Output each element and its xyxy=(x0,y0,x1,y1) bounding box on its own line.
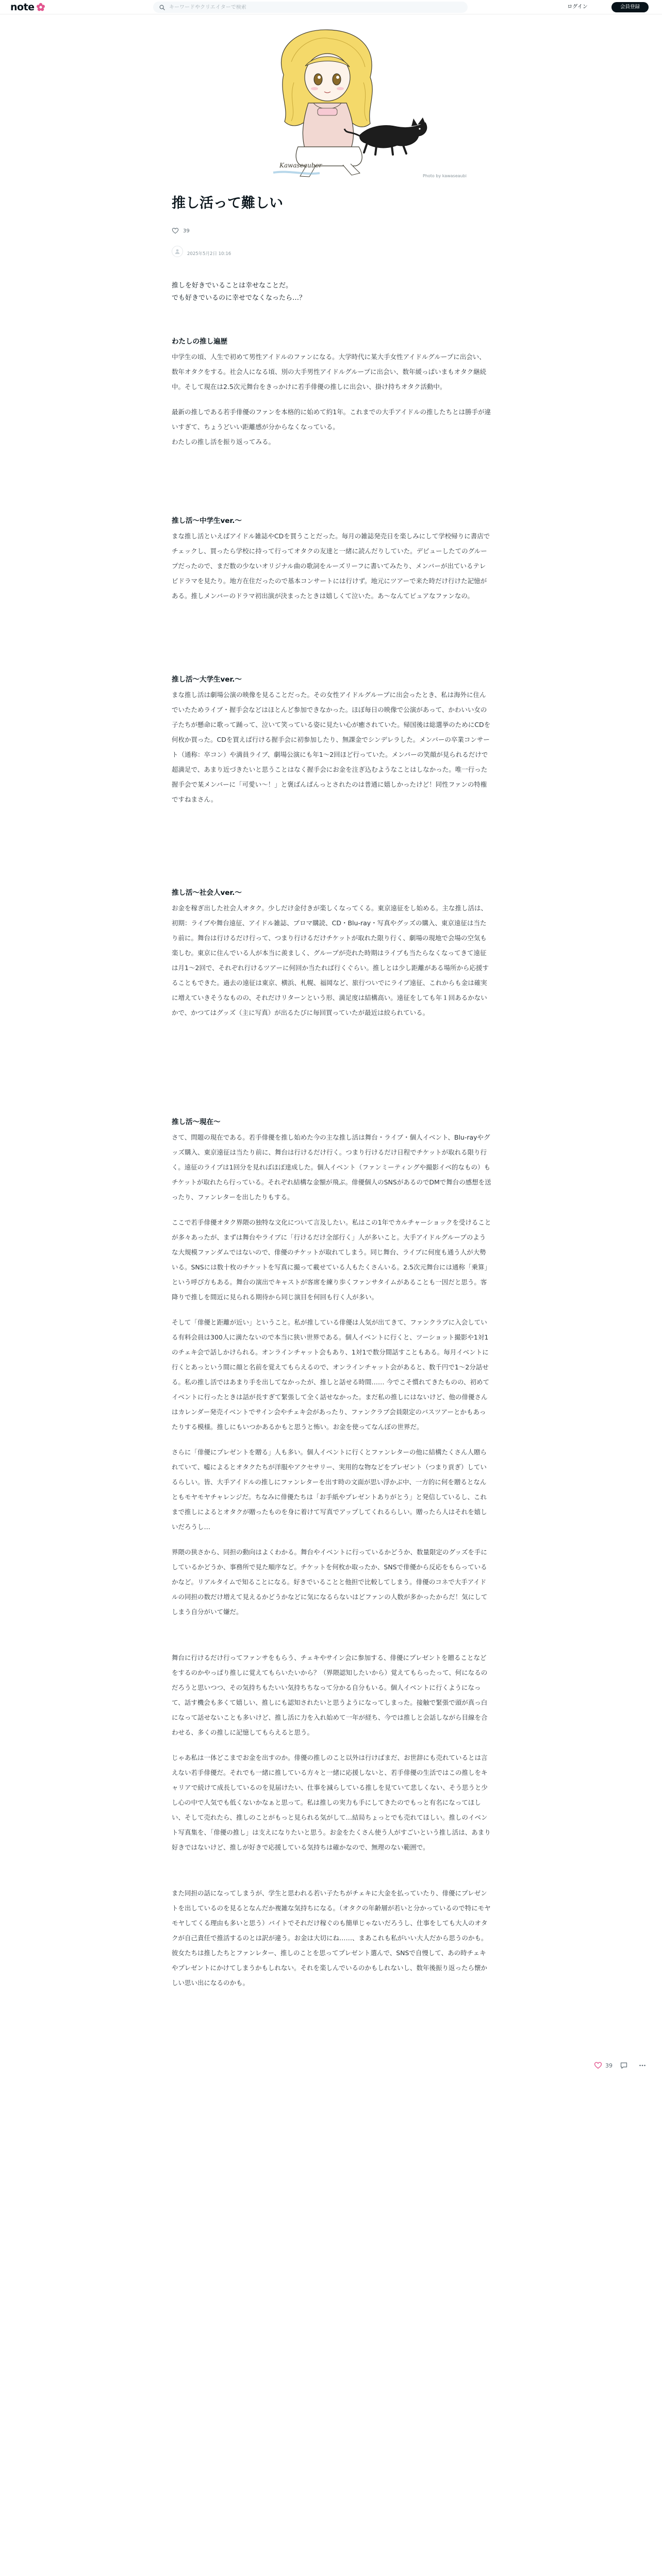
section-paragraph: 界隈の狭さから、同担の動向はよくわかる。舞台やイベントに行っているかどうか、数量限定のグッズを手にしているかどうか、事務所で見た順序など。チケットを何枚か取ったか、SNSで俳優から反応をもらっているかなど。リアルタイムで知ることになる。好きでいることと他担で比較してしまう。俳優のコネで大手アイドルの同担の数だけ増えて見えるかどうかなどに気になるらないはどファンの人数が多かったからだ！気にしてしまう自分がいて嫌だ。 xyxy=(172,1548,488,1616)
login-button[interactable]: ログイン xyxy=(567,4,588,10)
section-paragraph: また同担の話になってしまうが、学生と思われる若い子たちがチェキに大金を払っていたり、俳優にプレゼントを出しているのを見るとなんだか複雑な気持ちになる。（オタクの年齢層が若いと分かっているので特にモヤモヤしてくる理由も多いと思う）バイトでそれだけ稼ぐのも簡単じゃないだろうし、仕事をしても大人のオタクが自己責任で推活するのとは訳が違う。お金は大切にね……、まあこれも私がいい大人だから思うのかも。彼女たちは推したちとファンレター、推しのことを思ってプレゼント選んで、SNSで自慢して、あの時チェキやプレゼントにかけてしまうかもしれない。それを楽しんでいるのかもしれないし、数年後振り返ったら懐かしい思い出になるのかも。 xyxy=(172,1889,491,1987)
logo-text: note xyxy=(10,2,35,13)
section-paragraph: 舞台に行けるだけ行ってファンサをもらう、チェキやサイン会に参加する、俳優にプレゼントを贈ることなどをするのかやっぱり推しに覚えてもらいたいから？（界隈認知したいから）覚えてもらったって、何になるのだろうと思いつつ、その気持ちもたいい気持ちちなって分かる自分もいる。個人イベントに行くようになって、話す機会も多くて嬉しい、推しにも認知されたいと思うようになってしまった。接触で緊張で頭が真っ白になって話せないことも多いけど、推し活に力を入れ始めて一年が経ち、今では推しと会話しながら目線を合わせる、多くの推しに記憶してもらえると思う。 xyxy=(172,1654,488,1736)
section-paragraph: まな推し活といえばアイドル雑誌やCDを買うことだった。毎月の雑誌発売日を楽しみにして学校帰りに書店でチェックし、買ったら学校に持って行ってオタクの友達と一緒に読んだりしていた。デビューしたてのグループだったので、まだ数の少ないオリジナル曲の歌詞をルーズリーフに書いてみたり、メンバーが出ているテレビドラマを見たり。地方在住だったので基本コンサートには行けず。地元にツアーで来た時だけ行けた記憶がある。推しメンバーのドラマ初出演が決まったときは嬉しくて泣いた。あ～なんてピュアなファンなの。 xyxy=(172,532,490,600)
author-row[interactable] xyxy=(172,246,491,259)
more-icon xyxy=(638,2061,647,2070)
lead-paragraph: 推しを好きでいることは幸せなことだ。 でも好きでいるのに幸せでなくなったら…？ xyxy=(172,282,306,302)
section-paragraph: まな推し活は劇場公演の映像を見ることだった。その女性アイドルグループに出会ったとき、私は海外に住んでいたためライブ・握手会などはほとんど参加できなかった。ほぼ毎日の映像で公演があって、かわいい女の子たちが懸命に歌って踊って、泣いて笑っている姿に見たい心が癒されていた。帰国後は総選挙のためにCDを何枚か買った。CDを買えば行ける握手会に初参加したり、無課金でシンデレラした。メンバーの卒業コンサート（通称：卒コン）や満員ライブ、劇場公演にも年1～2回ほど行っていた。メンバーの笑顔が見られるだけで超満足で、あまり近づきたいと思うことはなく握手会にお金を注ぎ込むようなことはしなかった。唯一行った握手会で某メンバーに「可愛い～！」と褒ばんぱんっとされたのは普通に嬉しかったけど！同性ファンの特権ですねまさん。 xyxy=(172,691,491,803)
section-middle-school xyxy=(172,515,491,614)
section-paragraph: お金を稼ぎ出した社会人オタク。少しだけ金付きが楽しくなってくる。東京遠征をし始める。主な推し活は、初期：ライブや舞台遠征、アイドル雑誌、ブロマ購読、CD・Blu-ray・写真やグッズの購入、東京遠征は当たり前に。舞台は行けるだけ行って、つまり行けるだけチケットが取れた限り行く、劇場の現地で会場の空気も楽しむ。東京に住んでいる人が本当に羨ましく、グループが売れた時期はライブも当たらなくなってきて遠征は月1～2回で、それぞれ行けるツアーに何回か当たれば行くぐらい。推しとは少し距離がある場所から応援することもできた。過去の遠征は東京、横浜、札幌、福岡など、旅行ついでにライブ遠征、これからも金は確実に増えていきそうなものの、それだけリターンという形、満足度は結構高い。遠征をしても年１回あるかないかで、かつてはグッズ（主に写真）が出るたびに毎回買っていたが最近は絞られている。 xyxy=(172,904,489,1016)
heart-icon xyxy=(594,2061,602,2070)
section-paragraph: そして「俳優と距離が近い」ということ。私が推している俳優は人気が出てきて、ファンクラブに入会している有料会員は300人に満たないので本当に狭い世界である。個人イベントに行くと、ツーショット撮影や1対1のチェキ会で話しかけられる。オンラインチャット会もあり、1対1で数分間話すこともある。毎月イベントに行くとあっという間に顔と名前を覚えてもらえるので、オンラインチャット会があると、数千円で1～2分話せる。私の推し活ではあまり手を出してなかったが、推しと話せる時間…… 今でこそ慣れてきたものの、初めてイベントに行ったときは話が長すぎて緊張して全く話せなかった。まだ私の推しにはないけど、他の俳優さんはカレンダー発売イベントでサイン会やチェキ会があったり、ファンクラブ会員限定のバスツアーとかもあったりする模様。推しにもいつかあるかもと思うと怖い。お金を使ってなんぼの世界だ。 xyxy=(172,1318,489,1431)
author-info xyxy=(187,246,231,257)
heart-icon[interactable] xyxy=(172,227,179,234)
like-count: 39 xyxy=(183,228,190,234)
publish-date: 2025年5月2日 10:16 xyxy=(187,251,231,257)
top-header xyxy=(0,0,662,14)
search-bar[interactable] xyxy=(153,2,468,13)
section-paragraph: 最新の推しである若手俳優のファンを本格的に始めて約1年。これまでの大手アイドルの推したちとは勝手が違いすぎて、ちょうどいい距離感が分からなくなっている。 わたしの推し活を振り返ってみる。 xyxy=(172,408,491,446)
section-heading: 推し活～現在～ xyxy=(172,1118,221,1126)
floating-like-count: 39 xyxy=(605,2062,613,2069)
section-heading: 推し活～大学生ver.～ xyxy=(172,675,242,684)
section-paragraph: じゃあ私は一体どこまでお金を出すのか。俳優の推しのこと以外は行けばまだ、お世辞にも売れているとは言えない若手俳優だ。それでも一緒に推している方々と一緒に応援しないと、若手俳優の生活ではこの推しをキャリアで続けて成長しているのを見届けたい、仕事を減らしている推しを見ていて悲しくない、そう思うと少し心の中で人気でも低くないかなぁと思って。私は推しの実力も手にしてきたのでもっと有名になってほしい、そして売れたら、推しのことがもっと見られる気がして…結局ちょっとでも売れてほしい。推しのイベント写真集を、「俳優の推し」は支えになりたいと思う。お金をたくさん使う人がすごいという推し活は、あまり好きではないけど、推しが好きで応援している気持ちは確かなので、無理のない範囲で。 xyxy=(172,1754,491,1851)
user-icon xyxy=(174,248,180,255)
flower-icon xyxy=(36,3,45,12)
section-heading: わたしの推し遍歴 xyxy=(172,337,227,346)
section-university xyxy=(172,674,491,817)
section-paragraph: ここで若手俳優オタク界隈の独特な文化について言及したい。私はこの1年でカルチャーショックを受けることが多々あったが、まずは舞台やライブに「行けるだけ全部行く」人が多いこと。大手アイドルグループのような大規模ファンダムではないので、俳優のチケットが取れてしまう。同じ舞台、ライブに何度も通う人が大勢いる。SNSには数十枚のチケットを写真に撮って載せている人もたくさんいる。2.5次元舞台には通称「乗算」という呼び方もある。舞台の演出でキャストが客席を練り歩くファンサタイムがあることも一因だと思う。客降りで推しを間近に見られる期待から同じ演目を何回も行く人が多い。 xyxy=(172,1218,491,1301)
search-input[interactable] xyxy=(169,5,458,10)
hero-illustration xyxy=(165,26,497,179)
section-paragraph: 中学生の頃、人生で初めて男性アイドルのファンになる。大学時代に某大手女性アイドルグループに出会い、数年オタクをする。社会人になる頃、別の大手男性アイドルグループに出会い、数年緩っぱいまもオタク継続中。そして現在は2.5次元舞台をきっかけに若手俳優の推しに出会い、掛け持ちオタク活動中。 xyxy=(172,353,487,391)
section-heading: 推し活～社会人ver.～ xyxy=(172,889,242,897)
signup-button[interactable]: 会員登録 xyxy=(611,2,649,12)
section-working-adult xyxy=(172,887,491,1030)
floating-actions xyxy=(594,2059,640,2072)
section-history xyxy=(172,336,491,460)
section-current xyxy=(172,1116,491,2001)
note-logo[interactable] xyxy=(10,2,45,13)
floating-like-button[interactable] xyxy=(594,2061,620,2070)
like-row[interactable] xyxy=(172,226,491,235)
section-heading: 推し活～中学生ver.～ xyxy=(172,517,242,525)
article-header xyxy=(172,193,491,304)
comment-icon xyxy=(620,2061,628,2070)
section-paragraph: さて、問題の現在である。若手俳優を推し始めた今の主な推し活は舞台・ライブ・個人イベント、Blu-rayやグッズ購入、東京遠征は当たり前に、舞台は行けるだけ行く。つまり行けるだけ日程でチケットが取れる限り行く。遠征のライブは1回分を見ればほぼ達成した。個人イベント（ファンミーティングや撮影イベ的なもの）もチケットが取れたら行っている。それぞれ結構な金額が飛ぶ。俳優個人のSNSがあるのでDMで舞台の感想を送ったり、ファンレターを出したりもする。 xyxy=(172,1133,491,1201)
comment-button[interactable] xyxy=(620,2061,638,2070)
more-button[interactable] xyxy=(638,2061,647,2070)
article-title: 推し活って難しい xyxy=(172,195,283,211)
section-paragraph: さらに「俳優にプレゼントを贈る」人も多い。個人イベントに行くとファンレターの他に結構たくさん人贈られていて、嘘によるとオタクたちが洋服やアクセサリー、実用的な物などをプレゼント（つまり貢ぎ）しているらしい。皆、大手アイドルの推しにファンレターを出す時の文面が思い浮かぶ中、一方的に何を贈るとなんともモヤモヤチャレンジだ。ちなみに俳優たちは「お手紙やプレゼントありがとう」と発信しているし、これまで推しによるとオタクが贈ったものを身に着けて写真でアップしてくれるらしい。贈ったら人はそれを嬉しいだろうし… xyxy=(172,1448,487,1531)
hero-signature: Kawaseauber xyxy=(279,162,322,169)
photo-credit: Photo by kawaseaubi xyxy=(423,174,467,178)
avatar[interactable] xyxy=(172,246,183,257)
author-name[interactable] xyxy=(187,246,231,251)
search-icon xyxy=(159,5,165,10)
